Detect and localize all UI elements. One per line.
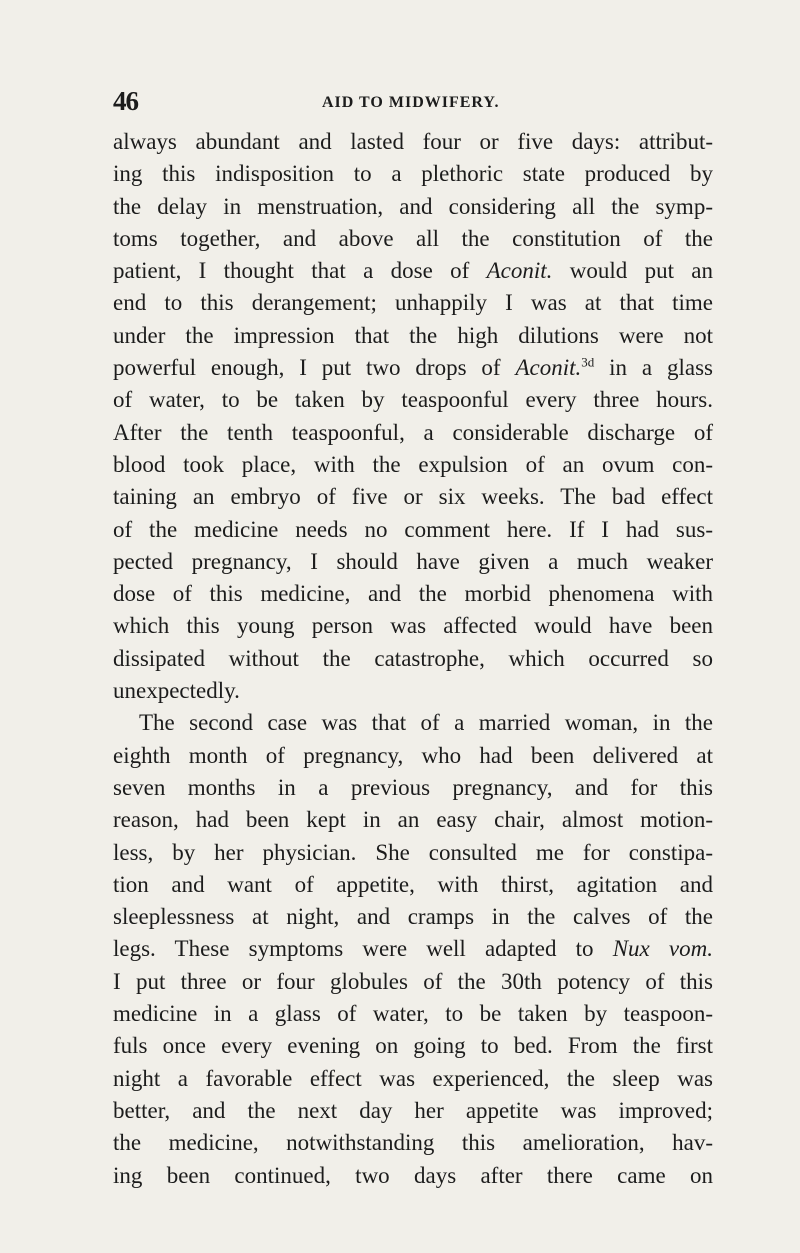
text-line: The second case was that of a married woman, in the bbox=[139, 710, 713, 736]
text-line: taining an embryo of five or six weeks. The bad effect bbox=[113, 484, 713, 510]
text-line: sleeplessness at night, and cramps in the calves of the bbox=[113, 904, 713, 930]
text-line: seven months in a previous pregnancy, and for this bbox=[113, 774, 713, 800]
text-line: fuls once every evening on going to bed. From the first bbox=[113, 1033, 713, 1059]
text-line: I put three or four globules of the 30th potency of this bbox=[113, 968, 713, 994]
text-line: ing been continued, two days after there came on bbox=[113, 1162, 713, 1188]
running-head: AID TO MIDWIFERY. bbox=[322, 94, 500, 111]
text-line: always abundant and lasted four or five days: attribut- bbox=[113, 129, 713, 154]
page-header bbox=[113, 86, 713, 118]
text-line: night a favorable effect was experienced, the sleep was bbox=[113, 1065, 713, 1091]
text-line: ing this indisposition to a plethoric state produced by bbox=[113, 161, 713, 187]
text-line: unexpectedly. bbox=[113, 678, 240, 704]
text-line: dissipated without the catastrophe, which occurred so bbox=[113, 645, 713, 671]
text-line: tion and want of appetite, with thirst, agitation and bbox=[113, 871, 713, 897]
text-line: dose of this medicine, and the morbid phenomena with bbox=[113, 581, 713, 607]
text-line: reason, had been kept in an easy chair, almost motion- bbox=[113, 807, 713, 833]
text-line: legs. These symptoms were well adapted to Nux vom. bbox=[113, 936, 713, 962]
text-line: the delay in menstruation, and considering all the symp- bbox=[113, 193, 713, 219]
body-text bbox=[113, 126, 713, 1192]
text-line: of water, to be taken by teaspoonful every three hours. bbox=[113, 387, 713, 413]
text-line: eighth month of pregnancy, who had been delivered at bbox=[113, 742, 713, 768]
text-line: less, by her physician. She consulted me for constipa- bbox=[113, 839, 713, 865]
text-line: toms together, and above all the constitution of the bbox=[113, 225, 713, 251]
text-line: After the tenth teaspoonful, a considerable discharge of bbox=[113, 419, 713, 445]
text-line: blood took place, with the expulsion of an ovum con- bbox=[113, 451, 713, 477]
text-line: of the medicine needs no comment here. If I had sus- bbox=[113, 516, 713, 542]
text-line: medicine in a glass of water, to be taken by teaspoon- bbox=[113, 1001, 713, 1027]
page-number: 46 bbox=[113, 86, 138, 116]
text-line: which this young person was affected would have been bbox=[113, 613, 713, 639]
text-line: end to this derangement; unhappily I was at that time bbox=[113, 290, 713, 316]
text-line: the medicine, notwithstanding this amelioration, hav- bbox=[113, 1130, 713, 1156]
text-line: patient, I thought that a dose of Aconit. would put an bbox=[113, 258, 713, 284]
text-line: pected pregnancy, I should have given a much weaker bbox=[113, 548, 713, 574]
text-line: better, and the next day her appetite was improved; bbox=[113, 1097, 713, 1123]
text-line: powerful enough, I put two drops of Aconit.$^{3d}$ in a glass bbox=[113, 354, 713, 381]
text-line: under the impression that the high dilutions were not bbox=[113, 322, 713, 348]
